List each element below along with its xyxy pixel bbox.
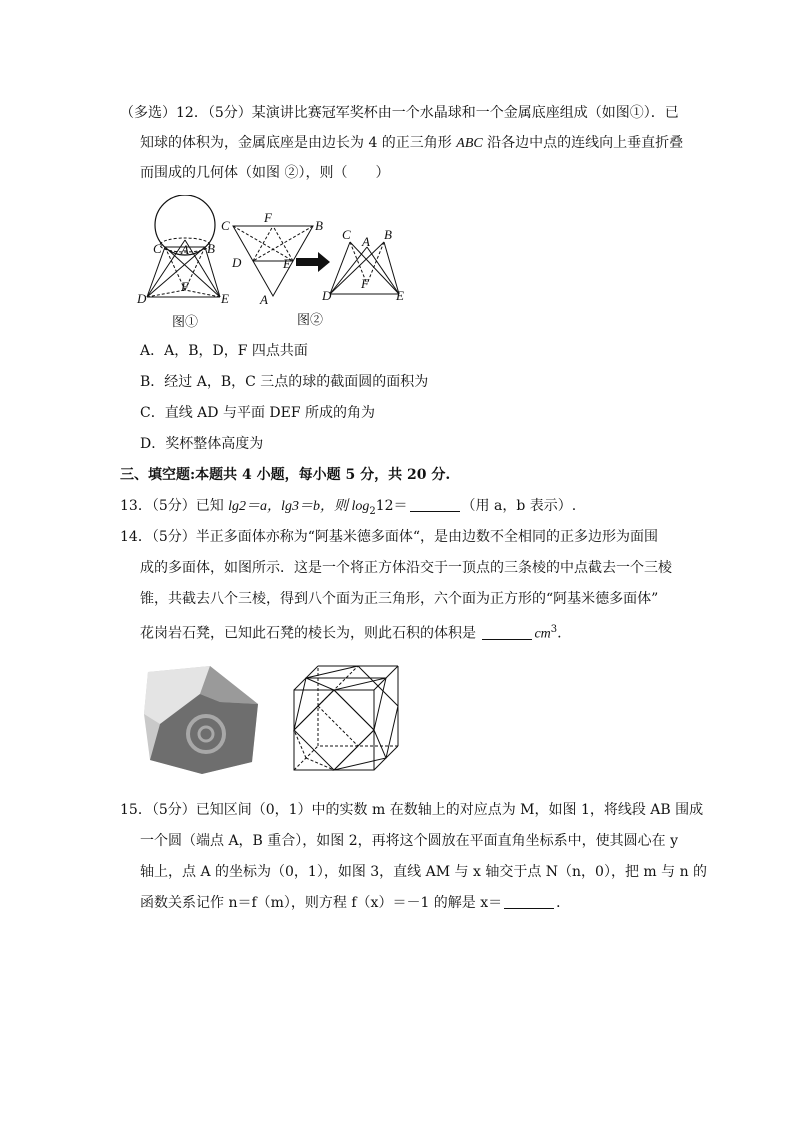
fig1-label-a: A: [181, 242, 189, 257]
q13-text-a: 13．（5分）已知: [120, 498, 229, 514]
fig1-caption: 图①: [172, 315, 199, 330]
option-d: D．奖杯整体高度为: [140, 436, 264, 452]
hidden-back-diag-1: [318, 706, 358, 746]
fig2-caption: 图②: [297, 313, 324, 328]
folded-base-figure: [322, 222, 412, 307]
folded-edge-cd: [330, 242, 350, 294]
fold-df: [253, 226, 273, 261]
fig2-label-a: A: [260, 292, 268, 307]
fig1-label-b: B: [207, 241, 215, 256]
top-left-diag: [306, 666, 358, 678]
hidden-edge-ef: [185, 290, 220, 297]
fig3-label-a: A: [362, 234, 370, 249]
q14-unit-exponent: 3: [550, 624, 558, 635]
q15-line-3: 轴上，点 A 的坐标为（0，1），如图 3，直线 AM 与 x 轴交于点 N（n，0），把 m 与 n 的: [140, 864, 708, 880]
fig1-label-c: C: [153, 241, 162, 256]
q14-unit: cm: [534, 626, 551, 642]
fig3-label-c: C: [342, 227, 351, 242]
q12-line-2-text-b: 沿各边中点的连线向上垂直折叠: [482, 135, 684, 151]
fig1-label-f: F: [181, 279, 189, 294]
fig3-label-e: E: [396, 288, 404, 303]
fig2-label-b: B: [315, 218, 323, 233]
q12-triangle-abc: ABC: [456, 136, 483, 151]
option-a: A．A，B，D，F 四点共面: [140, 343, 308, 359]
q15-text-end: ．: [556, 895, 571, 911]
q14-answer-blank[interactable]: [482, 625, 532, 640]
hidden-bl-1: [294, 730, 306, 758]
q15-line-4: [140, 893, 570, 913]
q12-line-3: 而围成的几何体（如图 ②），则（ ）: [140, 165, 390, 181]
q14-line-1: 14．（5分）半正多面体亦称为“阿基米德多面体“，是由边数不全相同的正多边形为面围: [120, 529, 659, 545]
fig1-label-d: D: [137, 291, 147, 306]
fig3-label-b: B: [384, 227, 392, 242]
fig2-label-f: F: [264, 210, 272, 225]
q13-answer-blank[interactable]: [410, 497, 460, 512]
cuboctahedron-diagram: [290, 662, 402, 772]
right-diag: [386, 706, 398, 758]
q14-line-3: 锥，共截去八个三棱，得到八个面为正三角形，六个面为正方形的“阿基米德多面体”: [140, 591, 659, 607]
fig2-label-d: D: [232, 255, 242, 270]
q13-text-b: lg2＝a，lg3＝b，则 log: [228, 499, 370, 514]
q13-log-base: 2: [369, 505, 376, 517]
fig2-label-e: E: [283, 256, 291, 271]
option-c: C．直线 AD 与平面 DEF 所成的角为: [140, 405, 376, 421]
option-b: B．经过 A，B，C 三点的球的截面圆的面积为: [140, 374, 429, 390]
q14-line-2: 成的多面体，如图所示．这是一个将正方体沿交于一顶点的三条棱的中点截去一个三棱: [140, 560, 672, 576]
corner-triangle-tl: [294, 678, 334, 730]
section-3-heading: 三、填空题:本题共 4 小题，每小题 5 分，共 20 分.: [120, 467, 451, 483]
q12-line-1: （多选）12．（5分）某演讲比赛冠军奖杯由一个水晶球和一个金属底座组成（如图①）．已: [120, 105, 679, 121]
q15-answer-blank[interactable]: [504, 894, 554, 909]
q12-line-2: [140, 133, 683, 154]
fig2-label-c: C: [221, 218, 230, 233]
q13-text-d: （用 a，b 表示）.: [461, 498, 577, 514]
stone-stool-photo: [140, 664, 266, 776]
q14-text-end: .: [557, 625, 562, 642]
fig3-label-d: D: [322, 288, 332, 303]
q12-line-2-text-a: 知球的体积为，金属底座是由边长为 4 的正三角形: [140, 135, 457, 151]
q15-line-1: 15．（5分）已知区间（0，1）中的实数 m 在数轴上的对应点为 M，如图 1，将线段 AB 围成: [120, 802, 704, 818]
hidden-bl-2: [306, 758, 334, 770]
hidden-edge-df: [147, 290, 185, 297]
q13-text-c: 12＝: [375, 498, 408, 514]
q14-text-a: 花岗岩石凳，已知此石凳的棱长为，则此石积的体积是: [140, 625, 481, 642]
corner-triangle-br: [334, 730, 386, 770]
fig1-label-e: E: [221, 291, 229, 306]
q15-text-a: 函数关系记作 n＝f（m），则方程 f（x）＝－1 的解是 x＝: [140, 895, 503, 911]
q14-line-4: [140, 620, 562, 645]
fig3-label-f: F: [361, 276, 369, 291]
q15-line-2: 一个圆（端点 A，B 重合），如图 2，再将这个圆放在平面直角坐标系中，使其圆心在 y: [140, 833, 679, 849]
q13-line: [120, 496, 576, 522]
